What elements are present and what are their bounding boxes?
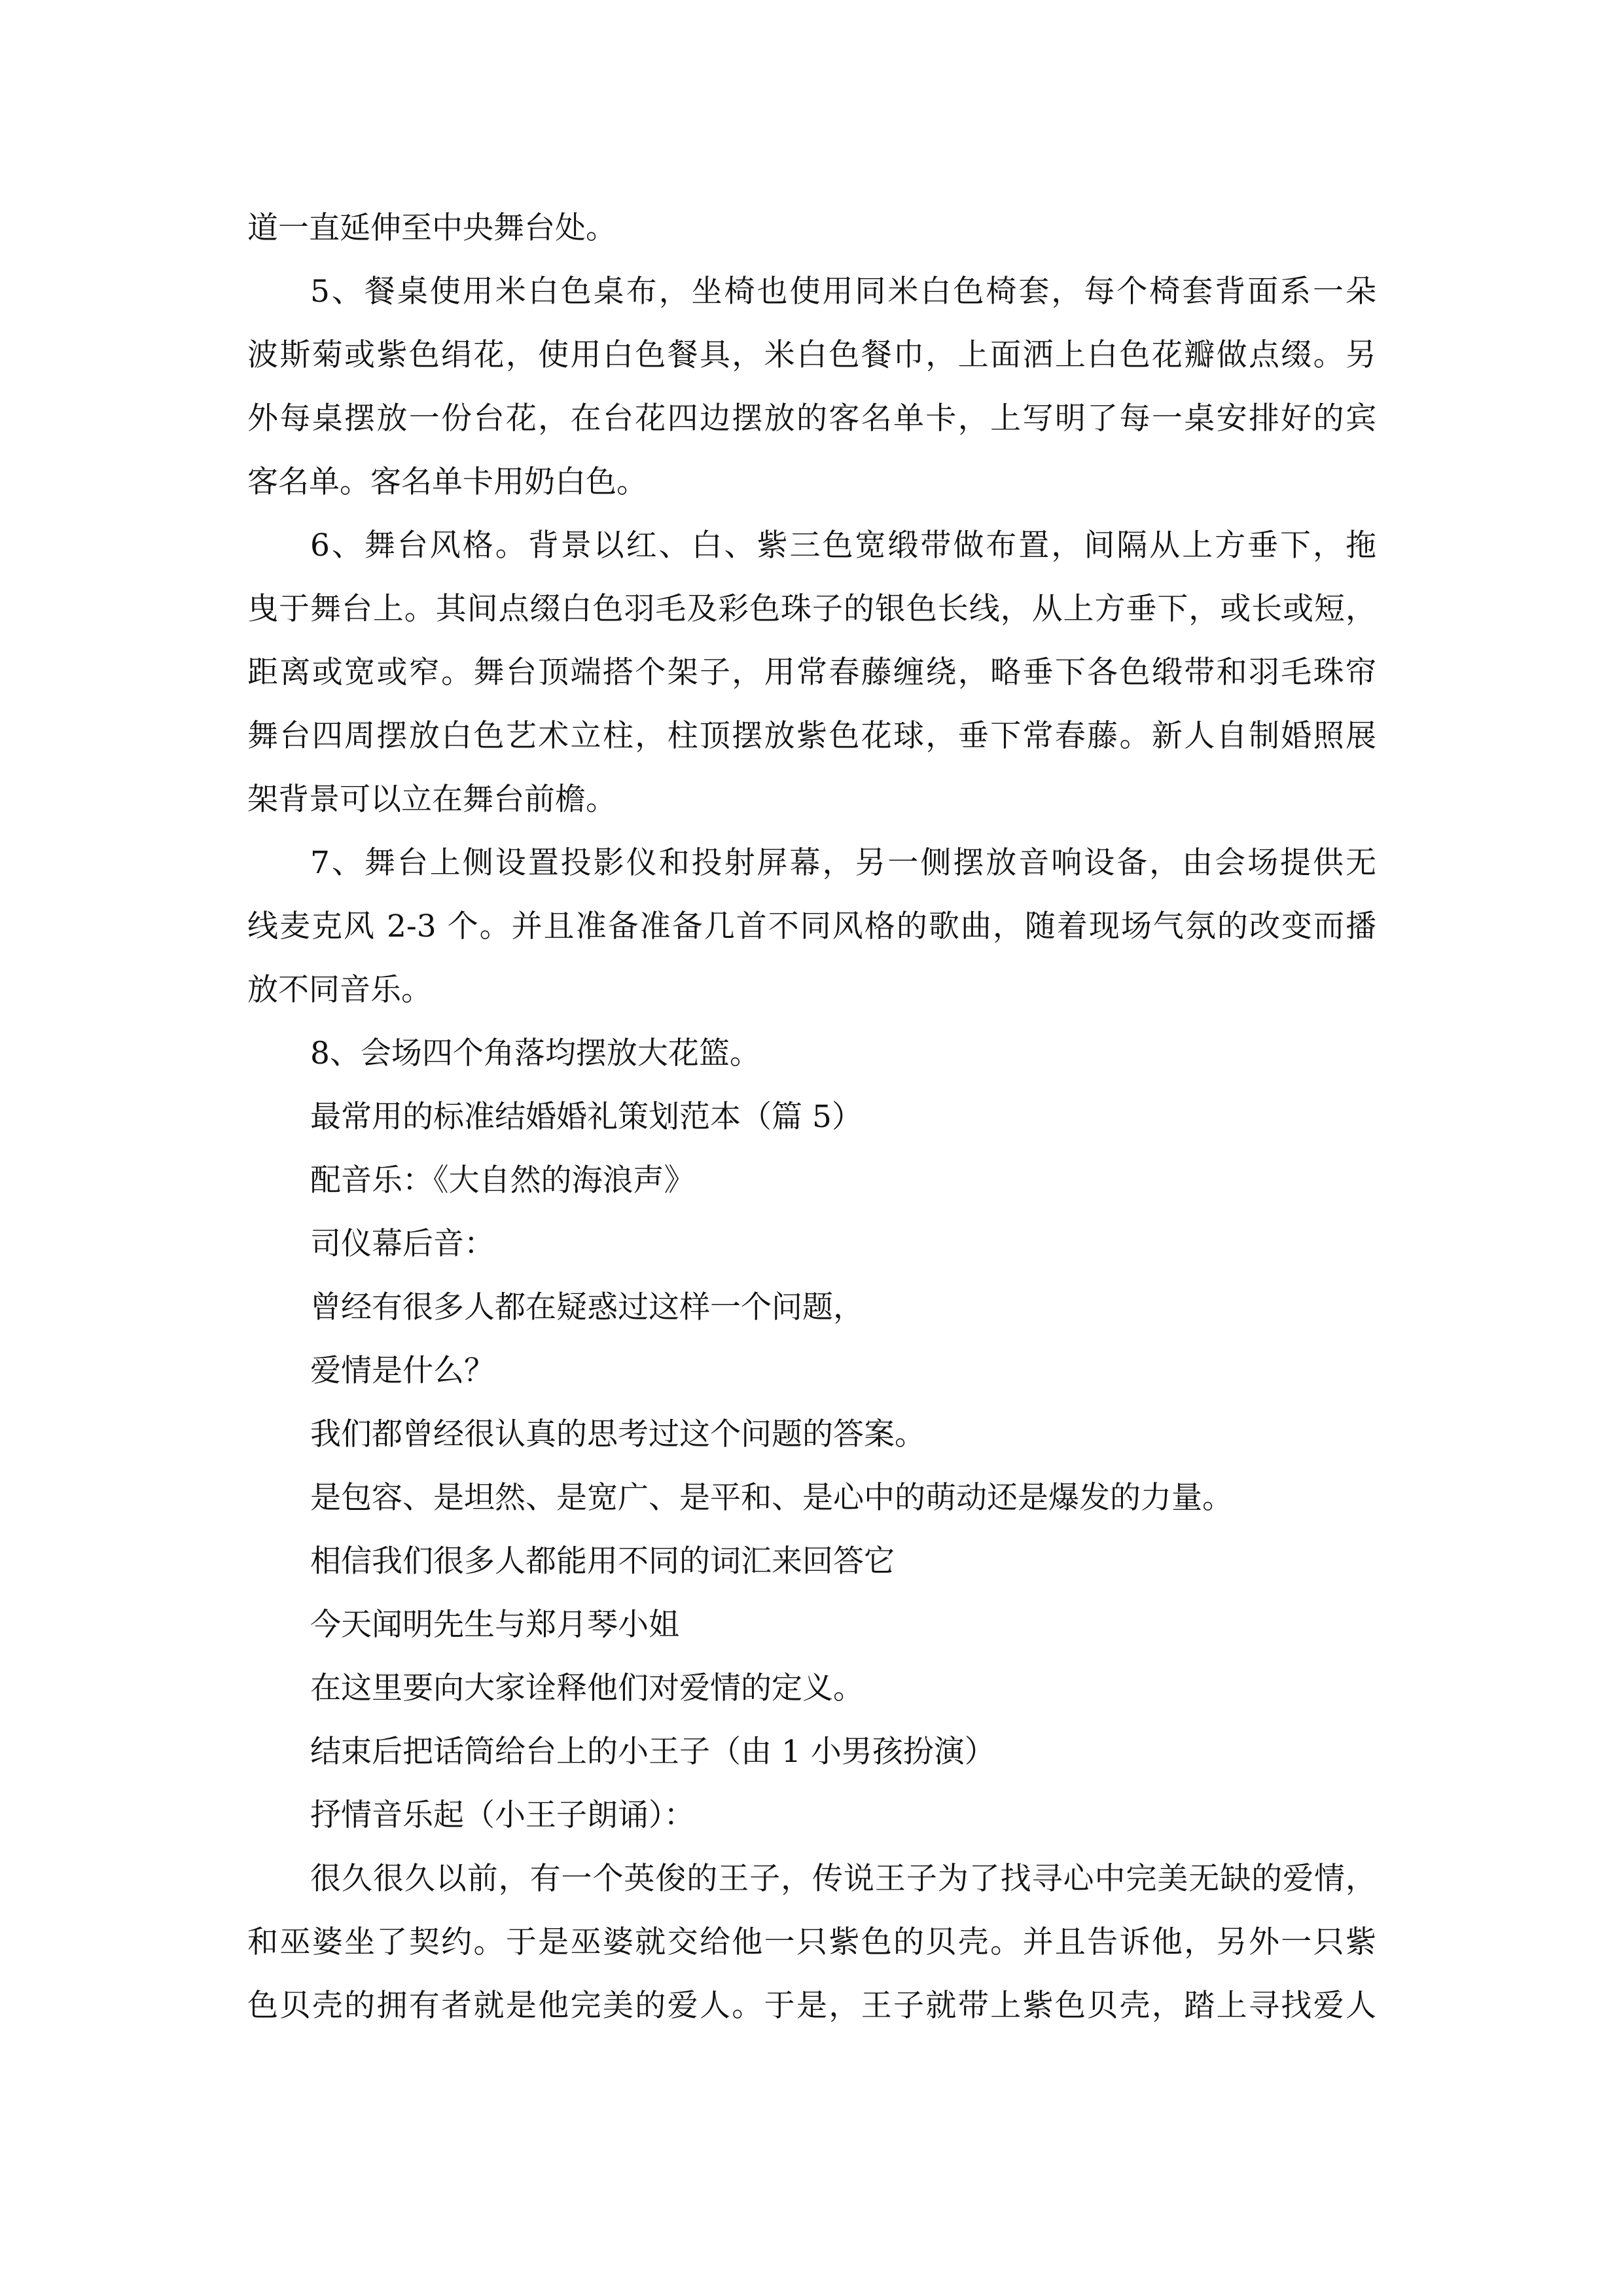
paragraph-line: 7、舞台上侧设置投影仪和投射屏幕，另一侧摆放音响设备，由会场提供无 — [310, 845, 1376, 881]
paragraph-line: 道一直延伸至中央舞台处。 — [247, 210, 616, 246]
paragraph-line: 结束后把话筒给台上的小王子（由 1 小男孩扮演） — [310, 1734, 995, 1770]
paragraph-line: 今天闻明先生与郑月琴小姐 — [310, 1607, 679, 1643]
paragraph-line: 5、餐桌使用米白色桌布，坐椅也使用同米白色椅套，每个椅套背面系一朵 — [310, 274, 1376, 310]
document-body — [247, 196, 1376, 2037]
paragraph-line: 8、会场四个角落均摆放大花篮。 — [310, 1035, 760, 1071]
paragraph-line: 抒情音乐起（小王子朗诵）： — [310, 1797, 695, 1833]
paragraph-line: 放不同音乐。 — [247, 972, 432, 1008]
paragraph-line: 客名单。客名单卡用奶白色。 — [247, 464, 647, 500]
paragraph-line: 曾经有很多人都在疑惑过这样一个问题， — [310, 1289, 864, 1325]
paragraph-line: 架背景可以立在舞台前檐。 — [247, 781, 616, 817]
paragraph-line: 色贝壳的拥有者就是他完美的爱人。于是，王子就带上紫色贝壳，踏上寻找爱人 — [247, 1988, 1376, 2024]
paragraph-line: 曳于舞台上。其间点缀白色羽毛及彩色珠子的银色长线，从上方垂下，或长或短， — [247, 591, 1376, 627]
paragraph-line: 配音乐：《大自然的海浪声》 — [310, 1162, 695, 1198]
paragraph-line: 我们都曾经很认真的思考过这个问题的答案。 — [310, 1416, 925, 1452]
paragraph-line: 距离或宽或窄。舞台顶端搭个架子，用常春藤缠绕，略垂下各色缎带和羽毛珠帘 — [247, 655, 1376, 691]
paragraph-line: 和巫婆坐了契约。于是巫婆就交给他一只紫色的贝壳。并且告诉他，另外一只紫 — [247, 1924, 1376, 1960]
paragraph-line: 司仪幕后音： — [310, 1226, 495, 1262]
paragraph-line: 6、舞台风格。背景以红、白、紫三色宽缎带做布置，间隔从上方垂下，拖 — [310, 528, 1376, 564]
paragraph-line: 相信我们很多人都能用不同的词汇来回答它 — [310, 1543, 895, 1579]
paragraph-line: 很久很久以前，有一个英俊的王子，传说王子为了找寻心中完美无缺的爱情， — [310, 1861, 1376, 1897]
paragraph-line: 爱情是什么？ — [310, 1353, 495, 1389]
paragraph-line: 舞台四周摆放白色艺术立柱，柱顶摆放紫色花球，垂下常春藤。新人自制婚照展 — [247, 718, 1376, 754]
paragraph-line: 波斯菊或紫色绢花，使用白色餐具，米白色餐巾，上面洒上白色花瓣做点缀。另 — [247, 337, 1376, 373]
paragraph-line: 外每桌摆放一份台花，在台花四边摆放的客名单卡，上写明了每一桌安排好的宾 — [247, 401, 1376, 437]
paragraph-line: 是包容、是坦然、是宽广、是平和、是心中的萌动还是爆发的力量。 — [310, 1480, 1233, 1516]
section-heading: 最常用的标准结婚婚礼策划范本（篇 5） — [310, 1099, 863, 1135]
paragraph-line: 线麦克风 2-3 个。并且准备准备几首不同风格的歌曲，随着现场气氛的改变而播 — [247, 908, 1376, 944]
paragraph-line: 在这里要向大家诠释他们对爱情的定义。 — [310, 1670, 864, 1706]
